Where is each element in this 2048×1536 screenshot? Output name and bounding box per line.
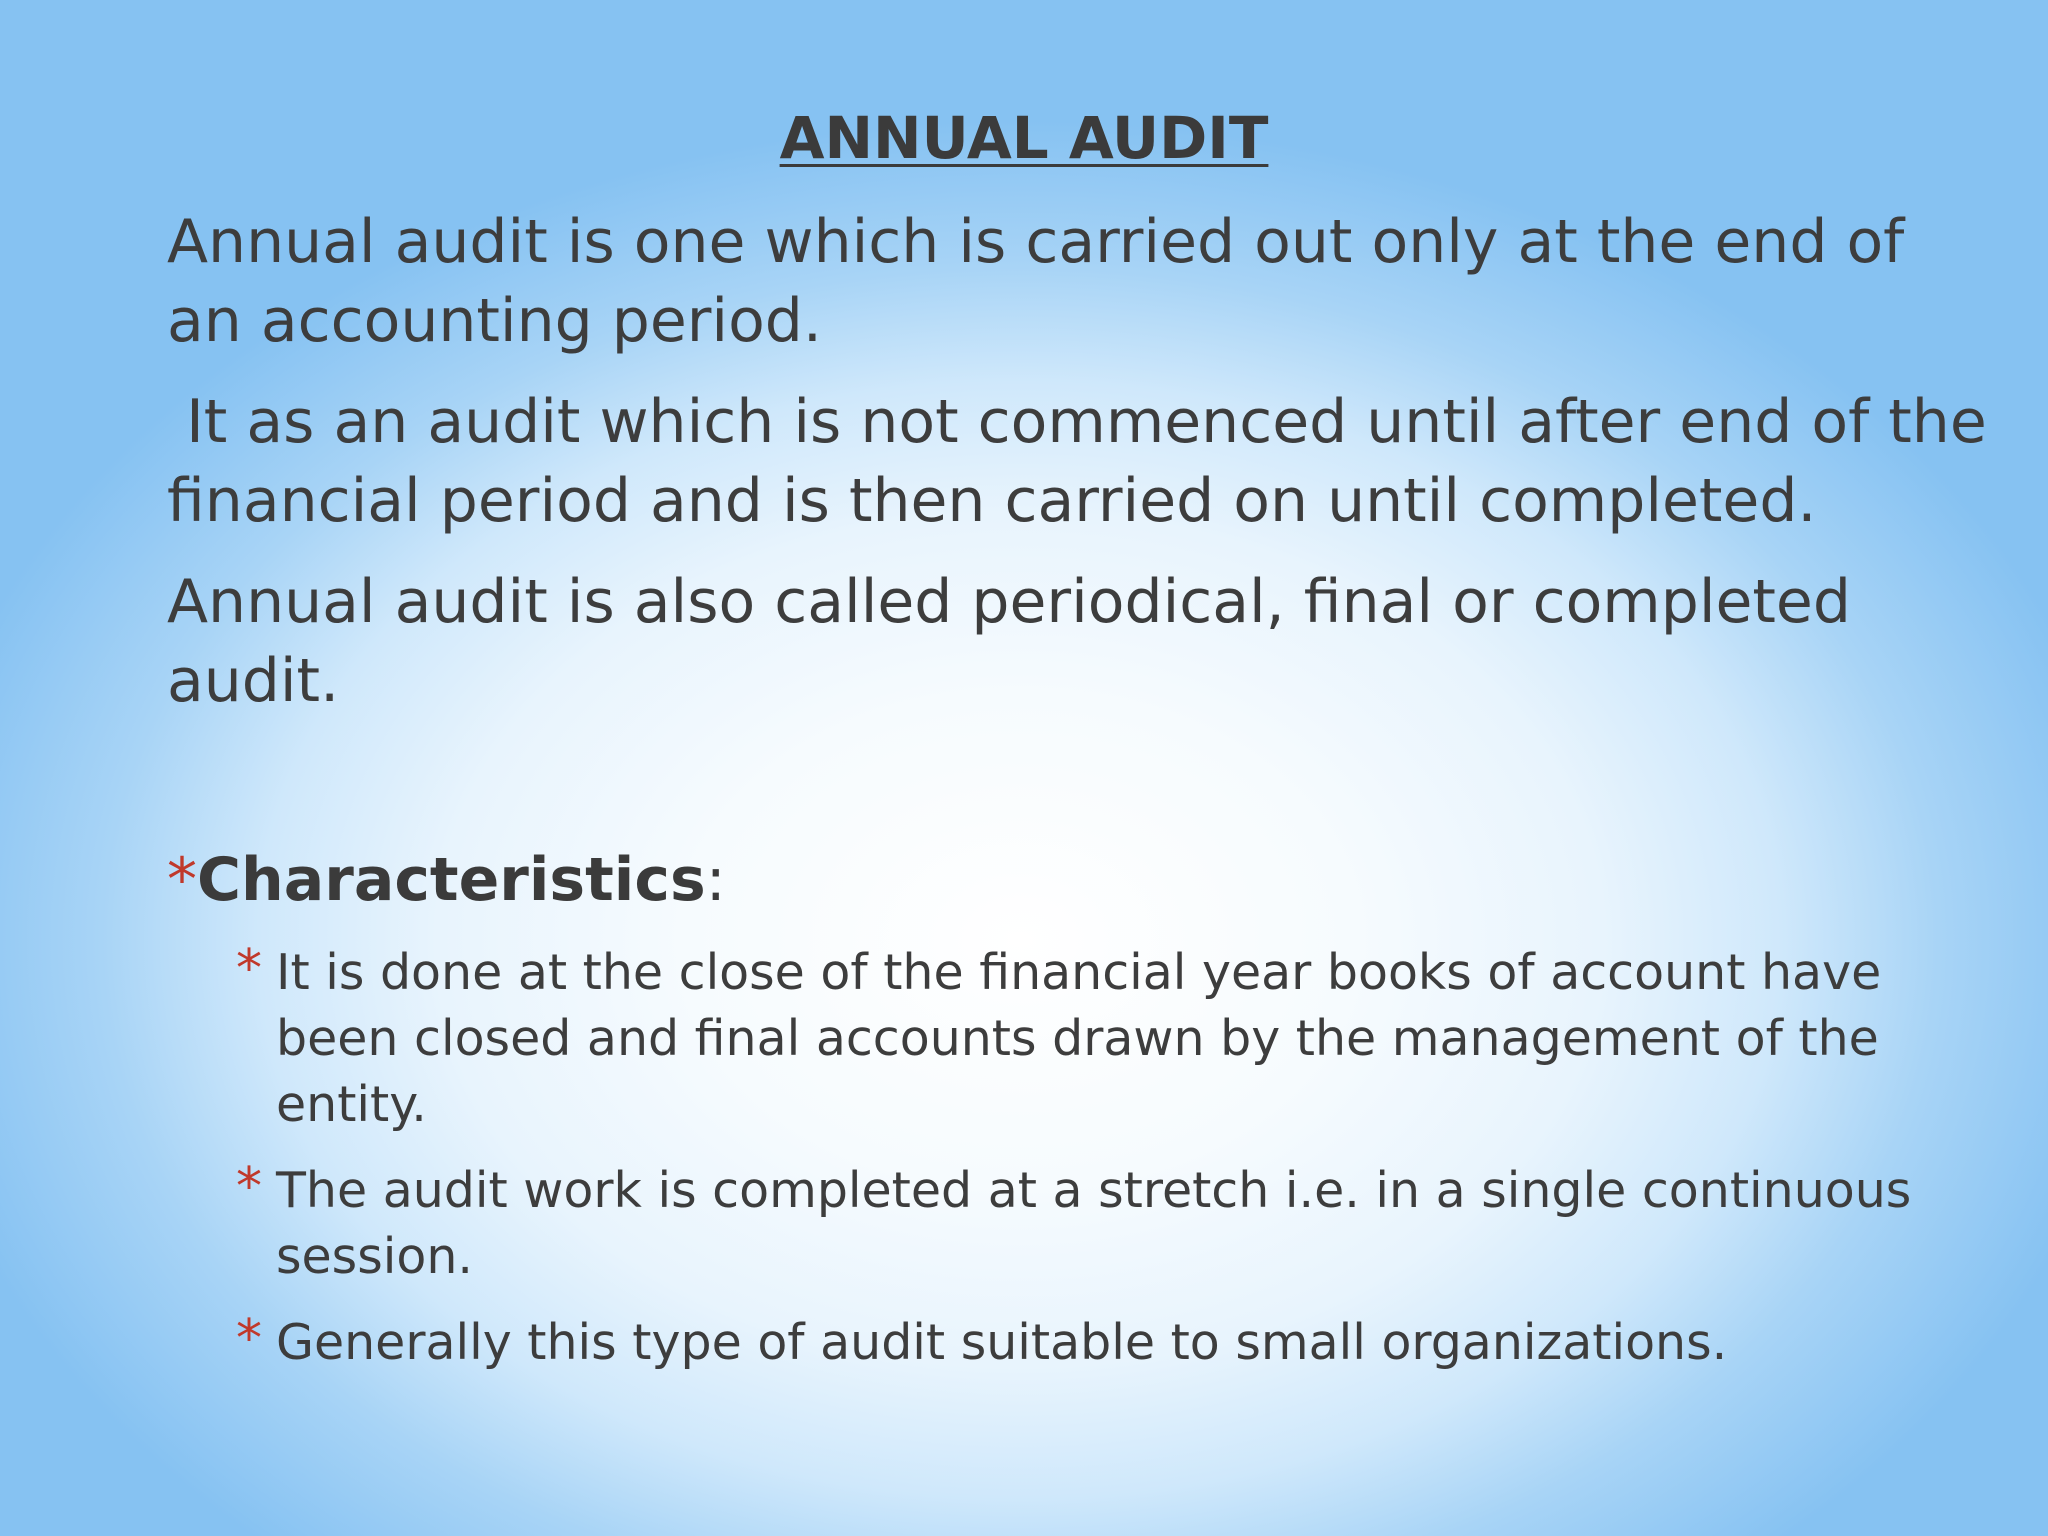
list-item-text: The audit work is completed at a stretch i.e. in a single continuous session. xyxy=(276,1162,1912,1285)
paragraph-definition: Annual audit is one which is carried out only at the end of an accounting period. xyxy=(167,207,1924,356)
slide-title-text: ANNUAL AUDIT xyxy=(779,104,1269,172)
bullet-star-icon: * xyxy=(236,1309,262,1369)
slide-title xyxy=(0,104,2048,172)
bullet-star-icon: * xyxy=(236,1157,262,1217)
characteristics-heading-colon: : xyxy=(705,845,726,915)
paragraph-commencement: It as an audit which is not commenced until after end of the financial period and is then carried on until completed. xyxy=(167,387,2006,536)
list-item xyxy=(236,1158,1966,1290)
bullet-star-icon: * xyxy=(167,845,197,915)
characteristics-heading-text: Characteristics xyxy=(197,845,706,915)
list-item-text: Generally this type of audit suitable to small organizations. xyxy=(276,1314,1728,1371)
characteristics-list xyxy=(236,940,1966,1396)
bullet-star-icon: * xyxy=(236,939,262,999)
list-item xyxy=(236,1310,1966,1376)
list-item xyxy=(236,940,1966,1138)
list-item-text: It is done at the close of the financial year books of account have been closed and final accounts drawn by the management of the entity. xyxy=(276,944,1882,1133)
paragraph-also-called: Annual audit is also called periodical, final or completed audit. xyxy=(167,567,1871,716)
characteristics-heading xyxy=(167,842,726,918)
